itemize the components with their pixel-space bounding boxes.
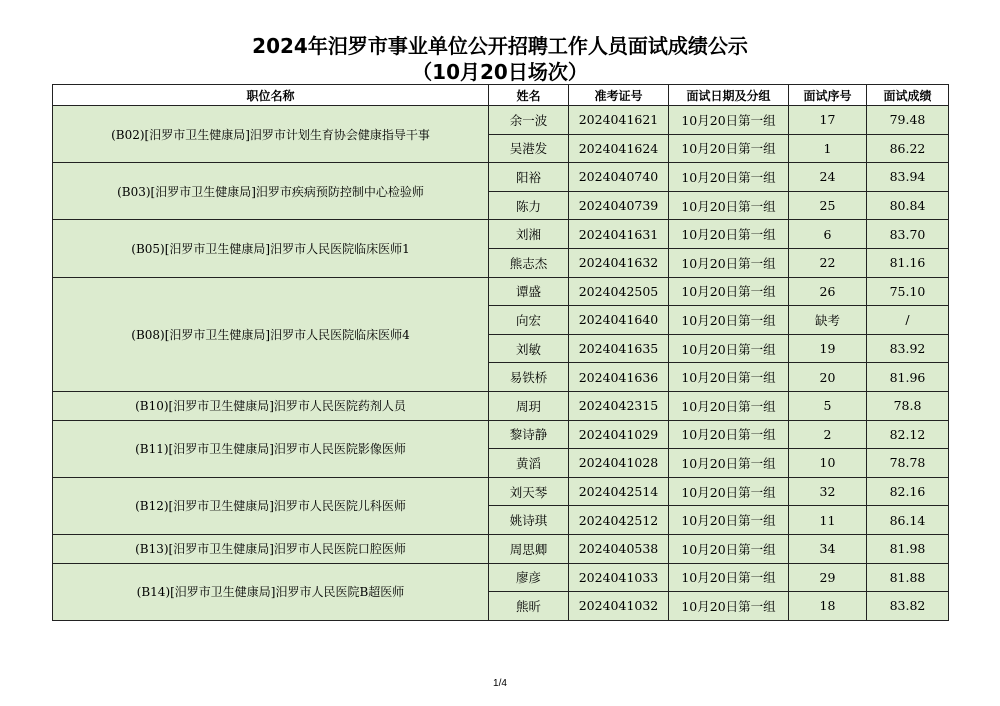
- page-number: 1/4: [493, 678, 507, 689]
- name-cell: 刘天琴: [489, 477, 569, 506]
- score-cell: 86.14: [867, 506, 949, 535]
- seq-cell: 17: [789, 106, 867, 135]
- name-cell: 周玥: [489, 391, 569, 420]
- exam-id-cell: 2024041640: [569, 306, 669, 335]
- seq-cell: 20: [789, 363, 867, 392]
- position-cell: (B02)[汨罗市卫生健康局]汨罗市计划生育协会健康指导干事: [53, 106, 489, 163]
- date-group-cell: 10月20日第一组: [669, 277, 789, 306]
- seq-cell: 22: [789, 248, 867, 277]
- seq-cell: 34: [789, 534, 867, 563]
- exam-id-cell: 2024042315: [569, 391, 669, 420]
- exam-id-cell: 2024040739: [569, 191, 669, 220]
- date-group-cell: 10月20日第一组: [669, 363, 789, 392]
- table-body: [53, 106, 949, 621]
- exam-id-cell: 2024040740: [569, 163, 669, 192]
- score-cell: 78.8: [867, 391, 949, 420]
- seq-cell: 19: [789, 334, 867, 363]
- exam-id-cell: 2024041028: [569, 449, 669, 478]
- date-group-cell: 10月20日第一组: [669, 592, 789, 621]
- table-row: [53, 106, 949, 135]
- seq-cell: 25: [789, 191, 867, 220]
- name-cell: 吴港发: [489, 134, 569, 163]
- date-group-cell: 10月20日第一组: [669, 306, 789, 335]
- name-cell: 易铁桥: [489, 363, 569, 392]
- score-cell: 75.10: [867, 277, 949, 306]
- date-group-cell: 10月20日第一组: [669, 134, 789, 163]
- name-cell: 阳裕: [489, 163, 569, 192]
- exam-id-cell: 2024041032: [569, 592, 669, 621]
- name-cell: 刘湘: [489, 220, 569, 249]
- score-cell: 80.84: [867, 191, 949, 220]
- header-exam-id: 准考证号: [569, 85, 669, 106]
- score-cell: 83.70: [867, 220, 949, 249]
- name-cell: 熊昕: [489, 592, 569, 621]
- seq-cell: 18: [789, 592, 867, 621]
- date-group-cell: 10月20日第一组: [669, 191, 789, 220]
- score-cell: 83.94: [867, 163, 949, 192]
- date-group-cell: 10月20日第一组: [669, 563, 789, 592]
- date-group-cell: 10月20日第一组: [669, 220, 789, 249]
- score-cell: 81.88: [867, 563, 949, 592]
- header-position: 职位名称: [53, 85, 489, 106]
- score-cell: 83.82: [867, 592, 949, 621]
- seq-cell: 6: [789, 220, 867, 249]
- page-title: 2024年汨罗市事业单位公开招聘工作人员面试成绩公示: [252, 34, 748, 58]
- exam-id-cell: 2024040538: [569, 534, 669, 563]
- exam-id-cell: 2024042505: [569, 277, 669, 306]
- name-cell: 陈力: [489, 191, 569, 220]
- seq-cell: 26: [789, 277, 867, 306]
- name-cell: 向宏: [489, 306, 569, 335]
- date-group-cell: 10月20日第一组: [669, 420, 789, 449]
- header-seq: 面试序号: [789, 85, 867, 106]
- date-group-cell: 10月20日第一组: [669, 106, 789, 135]
- date-group-cell: 10月20日第一组: [669, 506, 789, 535]
- date-group-cell: 10月20日第一组: [669, 477, 789, 506]
- table-row: [53, 220, 949, 249]
- header-name: 姓名: [489, 85, 569, 106]
- score-cell: 79.48: [867, 106, 949, 135]
- table-row: [53, 163, 949, 192]
- score-cell: 81.96: [867, 363, 949, 392]
- date-group-cell: 10月20日第一组: [669, 534, 789, 563]
- date-group-cell: 10月20日第一组: [669, 449, 789, 478]
- seq-cell: 10: [789, 449, 867, 478]
- score-cell: 82.16: [867, 477, 949, 506]
- position-cell: (B08)[汨罗市卫生健康局]汨罗市人民医院临床医师4: [53, 277, 489, 391]
- header-date-group: 面试日期及分组: [669, 85, 789, 106]
- exam-id-cell: 2024041635: [569, 334, 669, 363]
- score-cell: 81.98: [867, 534, 949, 563]
- seq-cell: 11: [789, 506, 867, 535]
- position-cell: (B05)[汨罗市卫生健康局]汨罗市人民医院临床医师1: [53, 220, 489, 277]
- table-row: [53, 563, 949, 592]
- score-cell: 83.92: [867, 334, 949, 363]
- position-cell: (B12)[汨罗市卫生健康局]汨罗市人民医院儿科医师: [53, 477, 489, 534]
- position-cell: (B03)[汨罗市卫生健康局]汨罗市疾病预防控制中心检验师: [53, 163, 489, 220]
- score-cell: /: [867, 306, 949, 335]
- table-row: [53, 391, 949, 420]
- seq-cell: 1: [789, 134, 867, 163]
- name-cell: 黎诗静: [489, 420, 569, 449]
- name-cell: 姚诗琪: [489, 506, 569, 535]
- table-row: [53, 477, 949, 506]
- seq-cell: 2: [789, 420, 867, 449]
- position-cell: (B14)[汨罗市卫生健康局]汨罗市人民医院B超医师: [53, 563, 489, 620]
- name-cell: 谭盛: [489, 277, 569, 306]
- exam-id-cell: 2024042512: [569, 506, 669, 535]
- name-cell: 余一波: [489, 106, 569, 135]
- seq-cell: 29: [789, 563, 867, 592]
- position-cell: (B11)[汨罗市卫生健康局]汨罗市人民医院影像医师: [53, 420, 489, 477]
- table-row: [53, 534, 949, 563]
- table-row: [53, 420, 949, 449]
- exam-id-cell: 2024041029: [569, 420, 669, 449]
- exam-id-cell: 2024041632: [569, 248, 669, 277]
- name-cell: 周思卿: [489, 534, 569, 563]
- name-cell: 黄滔: [489, 449, 569, 478]
- name-cell: 刘敏: [489, 334, 569, 363]
- results-table: [52, 84, 949, 621]
- exam-id-cell: 2024041621: [569, 106, 669, 135]
- position-cell: (B13)[汨罗市卫生健康局]汨罗市人民医院口腔医师: [53, 534, 489, 563]
- score-cell: 78.78: [867, 449, 949, 478]
- date-group-cell: 10月20日第一组: [669, 391, 789, 420]
- page-subtitle: （10月20日场次）: [412, 60, 588, 84]
- score-cell: 81.16: [867, 248, 949, 277]
- date-group-cell: 10月20日第一组: [669, 248, 789, 277]
- exam-id-cell: 2024041631: [569, 220, 669, 249]
- exam-id-cell: 2024041033: [569, 563, 669, 592]
- header-score: 面试成绩: [867, 85, 949, 106]
- score-cell: 86.22: [867, 134, 949, 163]
- date-group-cell: 10月20日第一组: [669, 334, 789, 363]
- seq-cell: 5: [789, 391, 867, 420]
- exam-id-cell: 2024042514: [569, 477, 669, 506]
- exam-id-cell: 2024041624: [569, 134, 669, 163]
- date-group-cell: 10月20日第一组: [669, 163, 789, 192]
- name-cell: 熊志杰: [489, 248, 569, 277]
- seq-cell: 缺考: [789, 306, 867, 335]
- position-cell: (B10)[汨罗市卫生健康局]汨罗市人民医院药剂人员: [53, 391, 489, 420]
- header-row: [53, 85, 949, 106]
- name-cell: 廖彦: [489, 563, 569, 592]
- seq-cell: 32: [789, 477, 867, 506]
- exam-id-cell: 2024041636: [569, 363, 669, 392]
- seq-cell: 24: [789, 163, 867, 192]
- score-cell: 82.12: [867, 420, 949, 449]
- table-row: [53, 277, 949, 306]
